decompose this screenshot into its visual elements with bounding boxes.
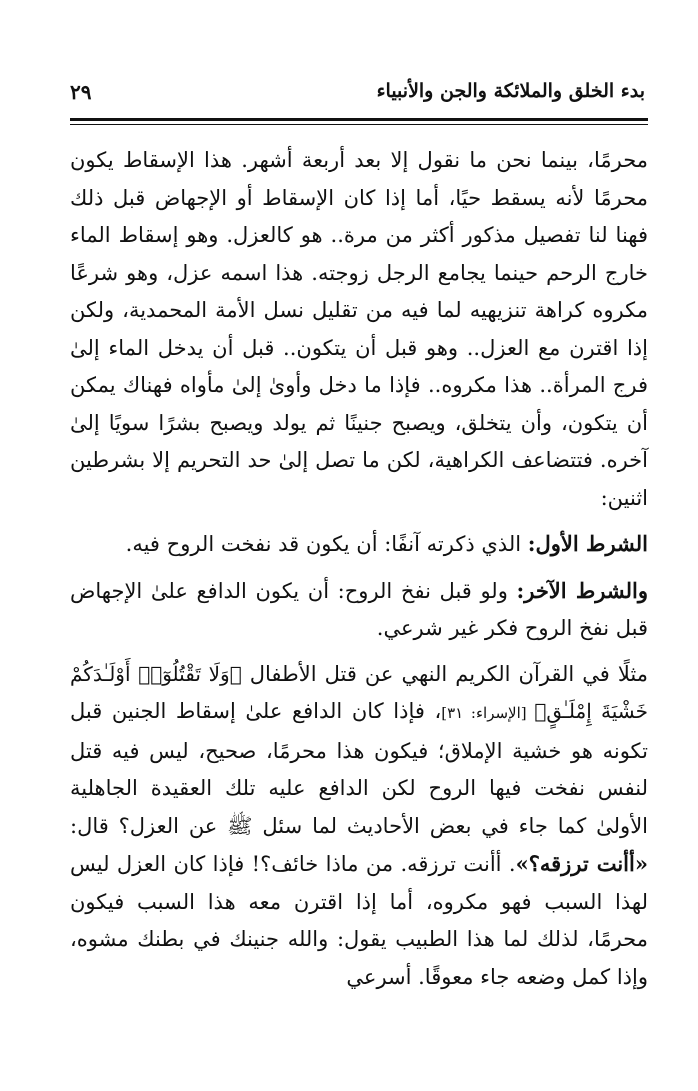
page-header: [70, 80, 645, 110]
running-title: بدء الخلق والملائكة والجن والأنبياء: [376, 80, 645, 102]
paragraph-4-part-c: . أأنت ترزقه. من ماذا خائف؟! فإذا كان العزل ليس لهذا السبب فهو مكروه، أما إذا اقترن معه هذا السبب فيكون محرمًا، لذلك لما هذا الطبيب يقول: والله جنينك في بطنك مشوه، وإذا كمل وضعه جاء معوقًا. أسرعي: [70, 852, 648, 989]
page-number: ٢٩: [70, 80, 92, 104]
condition-1-text: الذي ذكرته آنفًا: أن يكون قد نفخت الروح فيه.: [125, 532, 528, 556]
condition-2-text: ولو قبل نفخ الروح: أن يكون الدافع علىٰ الإجهاض قبل نفخ الروح فكر غير شرعي.: [70, 578, 648, 640]
header-rule-thin: [70, 124, 648, 125]
condition-1: [70, 525, 648, 564]
header-rule-thick: [70, 118, 648, 121]
condition-2-label: والشرط الآخر:: [516, 577, 648, 603]
hadith-quote: «أأنت ترزقه؟»: [515, 851, 648, 876]
quran-verse: ﴿وَلَا تَقْتُلُوٓا۟ أَوْلَـٰدَكُمْ خَشْيَةَ إِمْلَـٰقٍ﴾: [70, 661, 648, 723]
condition-2: [70, 572, 648, 648]
paragraph-4-part-b: ، فإذا كان الدافع علىٰ إسقاط الجنين قبل تكونه هو خشية الإملاق؛ فيكون هذا محرمًا، صحيح، ليس فيه قتل لنفس نفخت فيها الروح لكن الدافع عليه تلك العقيدة الجاهلية الأولىٰ كما جاء في بعض الأحاديث لما سئل ﷺ عن العزل؟ قال:: [70, 699, 648, 838]
verse-citation: [الإسراء: ٣١]: [441, 704, 535, 722]
paragraph-1: محرمًا، بينما نحن ما نقول إلا بعد أربعة أشهر. هذا الإسقاط يكون محرمًا لأنه يسقط حيًا، أما إذا كان الإسقاط أو الإجهاض قبل ذلك فهنا لنا تفصيل مذكور أكثر من مرة.. هو كالعزل. وهو إسقاط الماء خارج الرحم حينما يجامع الرجل زوجته. هذا اسمه عزل، وهو شرعًا مكروه كراهة تنزيهيه لما فيه من تقليل نسل الأمة المحمدية، ولكن إذا اقترن مع العزل.. وهو قبل أن يتكون.. قبل أن يدخل الماء إلىٰ فرج المرأة.. هذا مكروه.. فإذا ما دخل وأوىٰ إلىٰ مأواه فهناك يمكن أن يتكون، وأن يتخلق، ويصبح جنينًا ثم يولد ويصبح بشرًا سويًا إلىٰ آخره. فتتضاعف الكراهية، لكن ما تصل إلىٰ حد التحريم إلا بشرطين اثنين:: [70, 148, 648, 510]
condition-1-label: الشرط الأول:: [527, 531, 648, 556]
paragraph-4: [70, 656, 648, 997]
body-text: [70, 142, 648, 996]
paragraph-4-part-a: مثلًا في القرآن الكريم النهي عن قتل الأطفال: [241, 661, 648, 686]
